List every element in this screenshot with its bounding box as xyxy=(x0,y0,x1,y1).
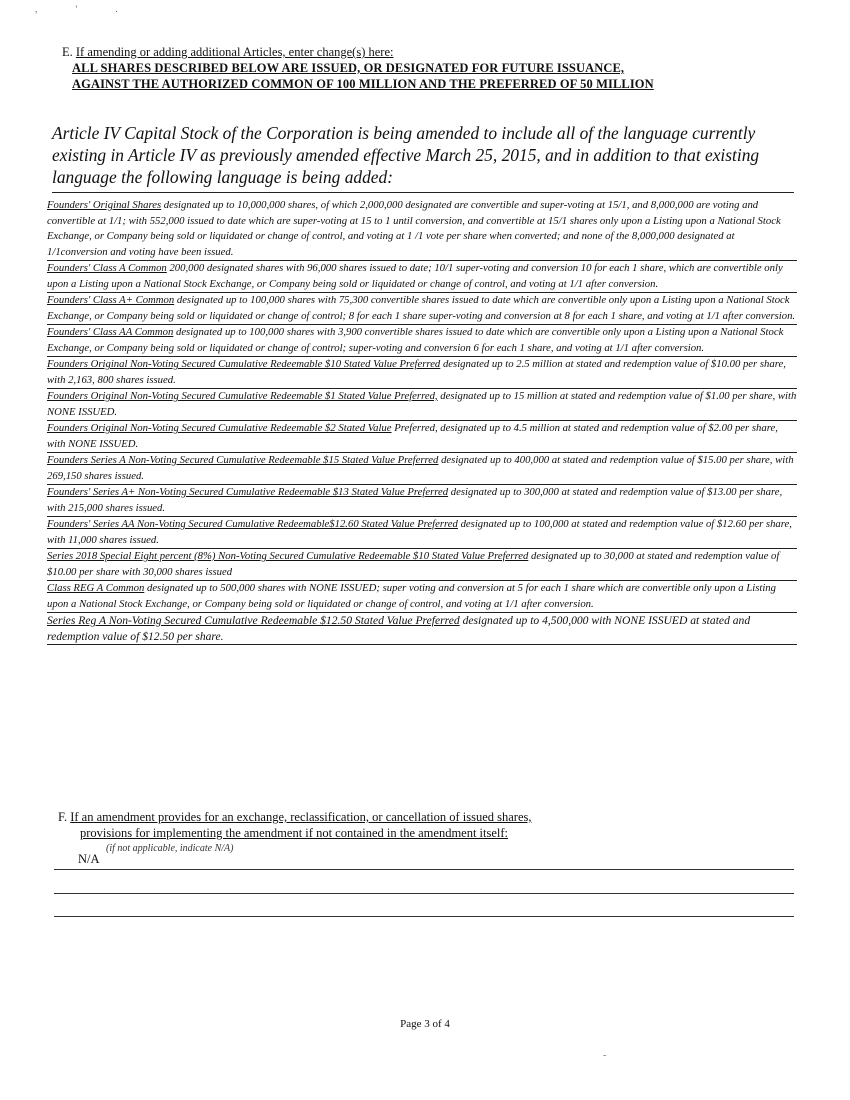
share-class-description: 200,000 designated shares with 96,000 shares issued to date; 10/1 super-voting and conversion 10 for each 1 share, which are convertible only upon a Listing upon a National Stock Exchange, or Company being sold or liquidated or change of control, and voting at 1/1 after conversion. xyxy=(47,262,783,290)
share-class-entry xyxy=(47,325,797,357)
share-class-description: designated up to 15 million at stated and redemption value of $1.00 per share, with NONE ISSUED. xyxy=(47,390,797,418)
share-class-title: Series Reg A Non-Voting Secured Cumulative Redeemable $12.50 Stated Value Preferred xyxy=(47,614,460,627)
share-class-entry xyxy=(47,517,797,549)
share-class-title: Founders' Original Shares xyxy=(47,199,162,211)
section-f-prefix: F. xyxy=(58,810,71,824)
share-class-title: Founders' Class AA Common xyxy=(47,326,174,338)
share-class-title: Founders Original Non-Voting Secured Cumulative Redeemable $1 Stated Value Preferred, xyxy=(47,390,438,402)
authorized-shares-line-2: AGAINST THE AUTHORIZED COMMON OF 100 MILLION AND THE PREFERRED OF 50 MILLION xyxy=(72,77,654,91)
share-class-entry xyxy=(47,613,797,645)
share-class-description: designated up to 100,000 at stated and redemption value of $12.60 per share, with 11,000 shares issued. xyxy=(47,518,792,546)
share-class-description: designated up to 30,000 at stated and redemption value of $10.00 per share with 30,000 shares issued xyxy=(47,550,780,578)
share-class-description: designated up to 100,000 shares with 75,300 convertible shares issued to date which are convertible only upon a Listing upon a National Stock Exchange, or Company being sold or liquidated or change of control; 8 for each 1 share super-voting and conversion at 8 for each 1 share, and voting at 1/1 after conversion. xyxy=(47,294,796,322)
section-f-heading-text: If an amendment provides for an exchange, reclassification, or cancellation of issued shares, xyxy=(70,810,532,824)
share-class-entry xyxy=(47,389,797,421)
share-class-entry xyxy=(47,485,797,517)
share-class-title: Founders Series A Non-Voting Secured Cumulative Redeemable $15 Stated Value Preferred xyxy=(47,454,439,466)
share-class-entry xyxy=(47,453,797,485)
section-e-heading-text: If amending or adding additional Articles, enter change(s) here: xyxy=(75,45,394,59)
section-e-prefix: E. xyxy=(62,45,76,59)
share-class-title: Founders' Series A+ Non-Voting Secured Cumulative Redeemable $13 Stated Value Preferred xyxy=(47,486,449,498)
section-e-heading xyxy=(62,44,782,60)
section-f-note: (if not applicable, indicate N/A) xyxy=(106,843,234,854)
section-e xyxy=(62,44,782,92)
section-f xyxy=(58,809,778,856)
share-class-title: Founders' Class A Common xyxy=(47,262,167,274)
section-f-heading xyxy=(58,809,778,825)
share-class-title: Founders Original Non-Voting Secured Cumulative Redeemable $10 Stated Value Preferred xyxy=(47,358,441,370)
share-class-title: Founders' Series AA Non-Voting Secured Cumulative Redeemable$12.60 Stated Value Preferred xyxy=(47,518,458,530)
share-class-description: designated up to 10,000,000 shares, of which 2,000,000 designated are convertible and super-voting at 15/1, and 8,000,000 are voting and convertible at 1/1; with 552,000 issued to date which are super-voting at 15 to 1 until conversion, and convertible at 15/1 shares only upon a Listing upon a National Stock Exchange, or Company being sold or liquidated or change of control, and voting at 1 /1 vote per share when converted; and none of the 8,000,000 designated at 1/1conversion and voting have been issued. xyxy=(47,199,781,258)
answer-line-2 xyxy=(54,893,794,894)
share-class-description: designated up to 2.5 million at stated and redemption value of $10.00 per share, with 2,163, 800 shares issued. xyxy=(47,358,786,386)
share-class-description: designated up to 400,000 at stated and redemption value of $15.00 per share, with 269,150 shares issued. xyxy=(47,454,794,482)
share-class-title: Series 2018 Special Eight percent (8%) Non-Voting Secured Cumulative Redeemable $10 Stated Value Preferred xyxy=(47,550,529,562)
share-class-entry xyxy=(47,549,797,581)
page-number: Page 3 of 4 xyxy=(400,1018,450,1030)
share-class-description: designated up to 500,000 shares with NONE ISSUED; super voting and conversion at 5 for each 1 share which are convertible only upon a Listing upon a National Stock Exchange, or Company being sold or liquidated or change of control, and voting at 1/1 after conversion. xyxy=(47,582,776,610)
answer-line-1 xyxy=(54,869,794,870)
share-class-entry xyxy=(47,293,797,325)
article-iv-statement: Article IV Capital Stock of the Corporation is being amended to include all of the language currently existing in Article IV as previously amended effective March 25, 2015, and in addition to that existing language the following language is being added: xyxy=(52,123,760,187)
section-f-answer: N/A xyxy=(78,852,100,866)
share-class-entry xyxy=(47,198,797,261)
share-class-list xyxy=(47,198,797,645)
authorized-shares-line-1: ALL SHARES DESCRIBED BELOW ARE ISSUED, OR DESIGNATED FOR FUTURE ISSUANCE, xyxy=(72,61,625,75)
share-class-title: Class REG A Common xyxy=(47,582,145,594)
article-rule xyxy=(52,192,794,193)
stray-scan-mark: - xyxy=(603,1050,607,1061)
share-class-title: Founders' Class A+ Common xyxy=(47,294,175,306)
scan-specks: , ' . xyxy=(35,4,136,14)
answer-line-3 xyxy=(54,916,794,917)
share-class-entry xyxy=(47,581,797,613)
share-class-entry xyxy=(47,357,797,389)
share-class-description: Preferred, designated up to 4.5 million at stated and redemption value of $2.00 per share, with NONE ISSUED. xyxy=(47,422,778,450)
share-class-description: designated up to 100,000 shares with 3,900 convertible shares issued to date which are convertible only upon a Listing upon a National Stock Exchange, or Company being sold or liquidated or change of control; super-voting and conversion 6 for each 1 share, and voting at 1/1 after conversion. xyxy=(47,326,784,354)
share-class-title: Founders Original Non-Voting Secured Cumulative Redeemable $2 Stated Value xyxy=(47,422,392,434)
section-f-heading-line-2: provisions for implementing the amendment if not contained in the amendment itself: xyxy=(80,826,509,840)
share-class-description: designated up to 300,000 at stated and redemption value of $13.00 per share, with 215,000 shares issued. xyxy=(47,486,783,514)
share-class-description: designated up to 4,500,000 with NONE ISSUED at stated and redemption value of $12.50 per share. xyxy=(47,614,751,643)
share-class-entry xyxy=(47,421,797,453)
share-class-entry xyxy=(47,261,797,293)
